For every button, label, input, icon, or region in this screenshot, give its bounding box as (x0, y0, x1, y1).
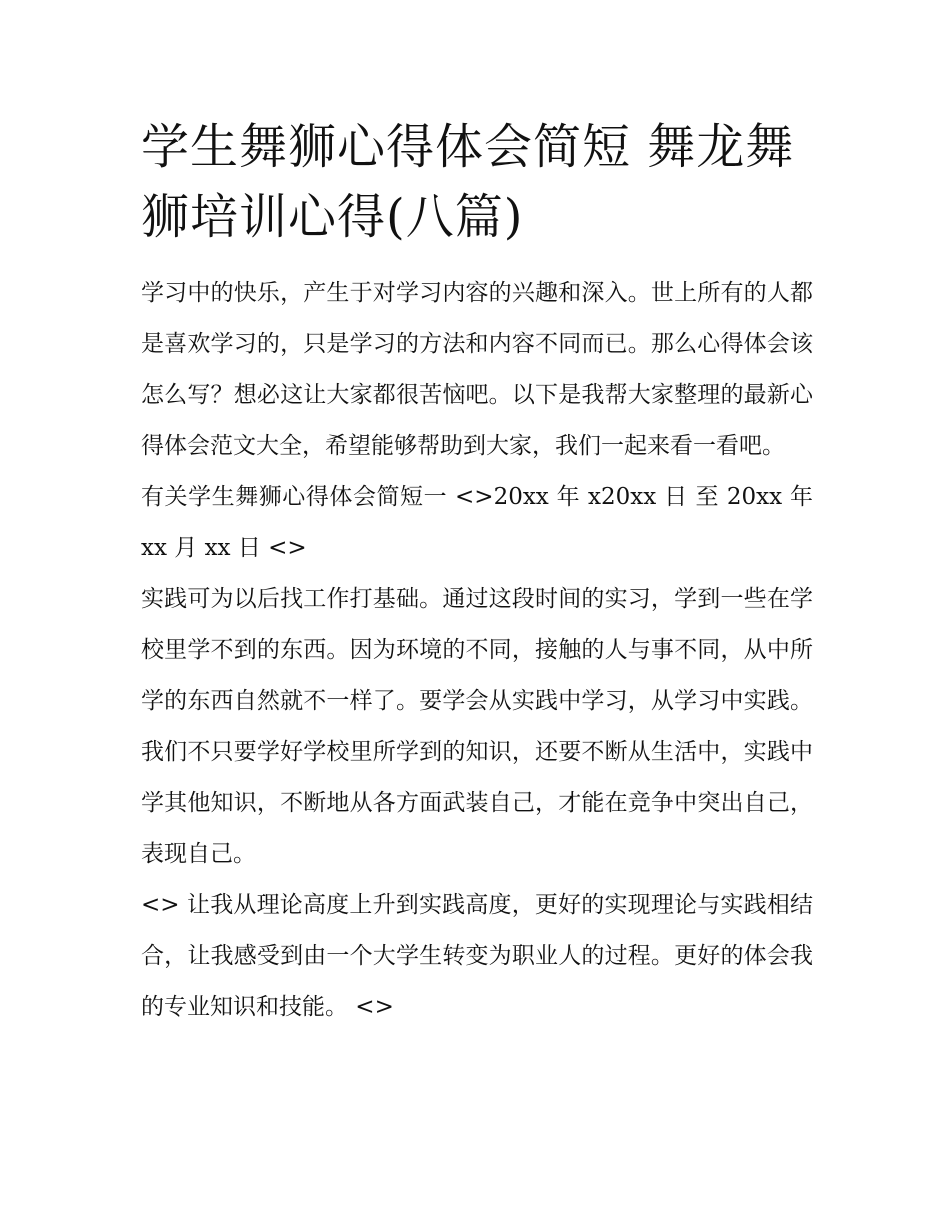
body-paragraph-closing: <> 让我从理论高度上升到实践高度，更好的实现理论与实践相结合，让我感受到由一个大学生转变为职业人的过程。更好的体会我的专业知识和技能。 <> (141, 892, 813, 1020)
document-page (141, 112, 813, 1033)
section-heading-line: 有关学生舞狮心得体会简短一 <>20xx 年 x20xx 日 至 20xx 年 xx 月 xx 日 <> (141, 484, 813, 561)
document-title: 学生舞狮心得体会简短 舞龙舞狮培训心得(八篇) (141, 119, 795, 245)
body-paragraph: 实践可为以后找工作打基础。通过这段时间的实习，学到一些在学校里学不到的东西。因为环境的不同，接触的人与事不同，从中所学的东西自然就不一样了。要学会从实践中学习，从学习中实践。我们不只要学好学校里所学到的知识，还要不断从生活中，实践中学其他知识，不断地从各方面武装自己，才能在竞争中突出自己，表现自己。 (141, 586, 813, 867)
intro-paragraph: 学习中的快乐，产生于对学习内容的兴趣和深入。世上所有的人都是喜欢学习的，只是学习的方法和内容不同而已。那么心得体会该怎么写？想必这让大家都很苦恼吧。以下是我帮大家整理的最新心得体会范文大全，希望能够帮助到大家，我们一起来看一看吧。 (141, 280, 813, 459)
